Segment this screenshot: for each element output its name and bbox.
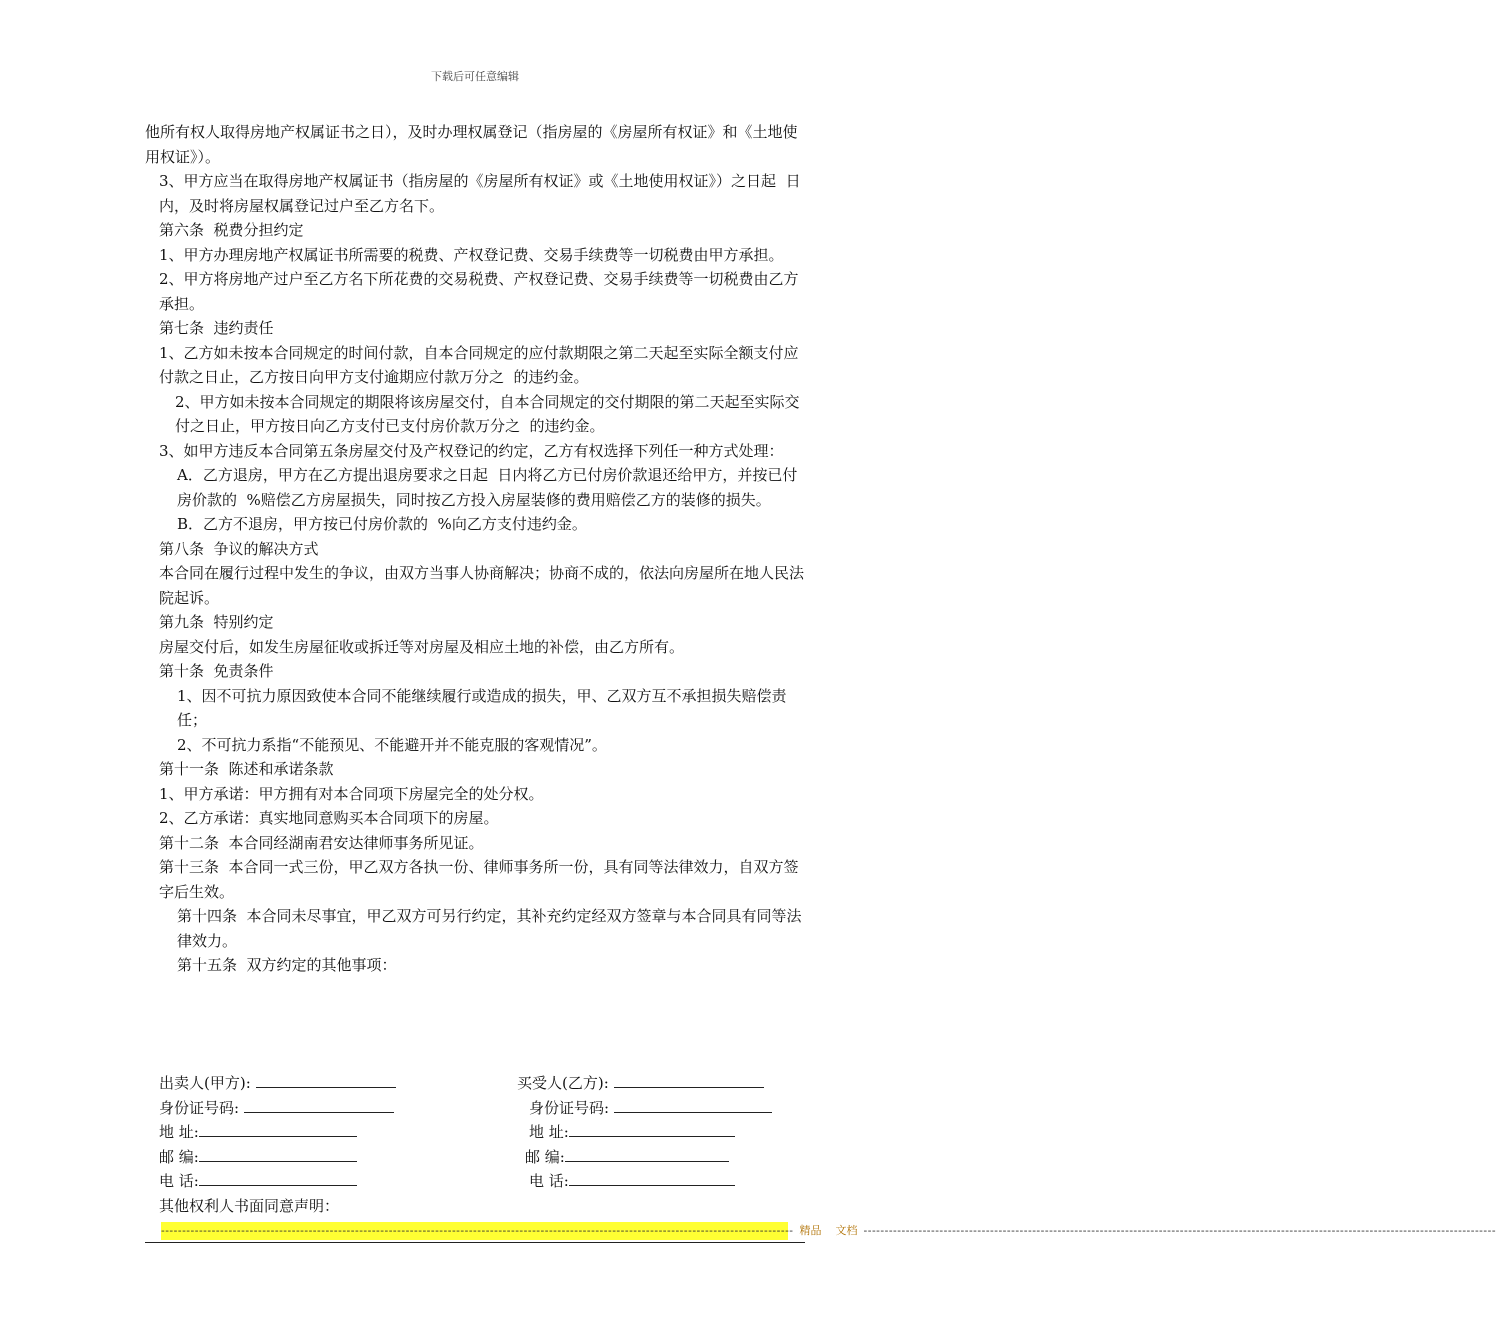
contract-paragraph: 第十一条 陈述和承诺条款 — [159, 760, 334, 778]
signature-row — [145, 1071, 805, 1096]
footer-dashes-left: ------------------------------------------------------------------------------------------------------------------------------------------------------ — [161, 1224, 794, 1237]
contract-paragraph: 第十二条 本合同经湖南君安达律师事务所见证。 — [159, 833, 484, 852]
buyer-label: 买受人(乙方): — [517, 1071, 764, 1096]
other-consent-label: 其他权利人书面同意声明： — [159, 1196, 340, 1215]
contract-paragraph: 第七条 违约责任 — [159, 319, 274, 337]
buyer-address-label: 地 址: — [529, 1120, 735, 1145]
contract-paragraph: 1、乙方如未按本合同规定的时间付款，自本合同规定的应付款期限之第二天起至实际全额支付应付款之日止，乙方按日向甲方支付逾期应付款万分之 的违约金。 — [159, 343, 799, 386]
signature-row — [145, 1096, 805, 1121]
seller-id-blank[interactable] — [244, 1096, 394, 1113]
contract-paragraph: B．乙方不退房，甲方按已付房价款的 %向乙方支付违约金。 — [177, 515, 587, 533]
contract-paragraph: 3、甲方应当在取得房地产权属证书（指房屋的《房屋所有权证》或《土地使用权证》）之日起 日内，及时将房屋权属登记过户至乙方名下。 — [159, 172, 801, 215]
footer-rule — [145, 1242, 805, 1243]
contract-paragraph: 2、甲方如未按本合同规定的期限将该房屋交付，自本合同规定的交付期限的第二天起至实际交付之日止，甲方按日向乙方支付已支付房价款万分之 的违约金。 — [175, 392, 800, 435]
contract-paragraph: 第六条 税费分担约定 — [159, 221, 304, 239]
contract-paragraph: A．乙方退房，甲方在乙方提出退房要求之日起 日内将乙方已付房价款退还给甲方，并按已付房价款的 %赔偿乙方房屋损失，同时按乙方投入房屋装修的费用赔偿乙方的装修的损失。 — [177, 466, 798, 509]
contract-paragraph: 1、甲方承诺：甲方拥有对本合同项下房屋完全的处分权。 — [159, 784, 544, 803]
contract-paragraph: 2、乙方承诺：真实地同意购买本合同项下的房屋。 — [159, 809, 499, 827]
seller-blank[interactable] — [256, 1071, 396, 1088]
contract-paragraph: 第八条 争议的解决方式 — [159, 539, 319, 558]
contract-paragraph: 第十三条 本合同一式三份，甲乙双方各执一份、律师事务所一份，具有同等法律效力，自双方签字后生效。 — [159, 858, 799, 901]
seller-label: 出卖人(甲方): — [159, 1071, 396, 1096]
contract-paragraph: 2、甲方将房地产过户至乙方名下所花费的交易税费、产权登记费、交易手续费等一切税费由乙方承担。 — [159, 270, 799, 313]
contract-body — [145, 120, 805, 978]
contract-paragraph: 2、不可抗力系指“不能预见、不能避开并不能克服的客观情况”。 — [177, 735, 607, 754]
seller-postcode-blank[interactable] — [199, 1145, 357, 1162]
footer-band — [161, 1222, 1496, 1240]
contract-paragraph: 第十四条 本合同未尽事宜，甲乙双方可另行约定，其补充约定经双方签章与本合同具有同等法律效力。 — [177, 907, 802, 950]
footer-dashes-right: ------------------------------------------------------------------------------------------------------------------------------------------------------ — [863, 1224, 1496, 1237]
buyer-postcode-blank[interactable] — [565, 1145, 729, 1162]
seller-phone-label: 电 话: — [159, 1169, 357, 1194]
buyer-blank[interactable] — [614, 1071, 764, 1088]
buyer-id-label: 身份证号码: — [529, 1096, 772, 1121]
buyer-phone-label: 电 话: — [529, 1169, 735, 1194]
contract-paragraph: 3、如甲方违反本合同第五条房屋交付及产权登记的约定，乙方有权选择下列任一种方式处理： — [159, 441, 784, 460]
buyer-id-blank[interactable] — [614, 1096, 772, 1113]
contract-paragraph: 房屋交付后，如发生房屋征收或拆迁等对房屋及相应土地的补偿，由乙方所有。 — [159, 637, 685, 656]
buyer-phone-blank[interactable] — [569, 1169, 735, 1186]
contract-paragraph: 第九条 特别约定 — [159, 613, 274, 631]
seller-id-label: 身份证号码: — [159, 1096, 394, 1121]
seller-address-blank[interactable] — [199, 1120, 357, 1137]
contract-paragraph: 第十条 免责条件 — [159, 662, 274, 680]
seller-address-label: 地 址: — [159, 1120, 357, 1145]
buyer-address-blank[interactable] — [569, 1120, 735, 1137]
contract-paragraph: 本合同在履行过程中发生的争议，由双方当事人协商解决；协商不成的，依法向房屋所在地人民法院起诉。 — [159, 564, 805, 607]
contract-paragraph: 1、因不可抗力原因致使本合同不能继续履行或造成的损失，甲、乙双方互不承担损失赔偿责任； — [177, 686, 787, 729]
contract-paragraph: 1、甲方办理房地产权属证书所需要的税费、产权登记费、交易手续费等一切税费由甲方承担。 — [159, 245, 784, 264]
buyer-postcode-label: 邮 编: — [525, 1145, 729, 1170]
signature-row — [145, 1120, 805, 1145]
seller-postcode-label: 邮 编: — [159, 1145, 357, 1170]
footer-label: 精品 文档 — [799, 1224, 858, 1237]
signature-block — [145, 1071, 805, 1218]
contract-paragraph: 第十五条 双方约定的其他事项： — [177, 956, 397, 974]
header-note: 下载后可任意编辑 — [431, 70, 519, 83]
signature-row — [145, 1169, 805, 1194]
seller-phone-blank[interactable] — [199, 1169, 357, 1186]
signature-row — [145, 1145, 805, 1170]
signature-row — [145, 1194, 805, 1219]
contract-paragraph: 他所有权人取得房地产权属证书之日），及时办理权属登记（指房屋的《房屋所有权证》和《土地使用权证》）。 — [145, 123, 798, 166]
